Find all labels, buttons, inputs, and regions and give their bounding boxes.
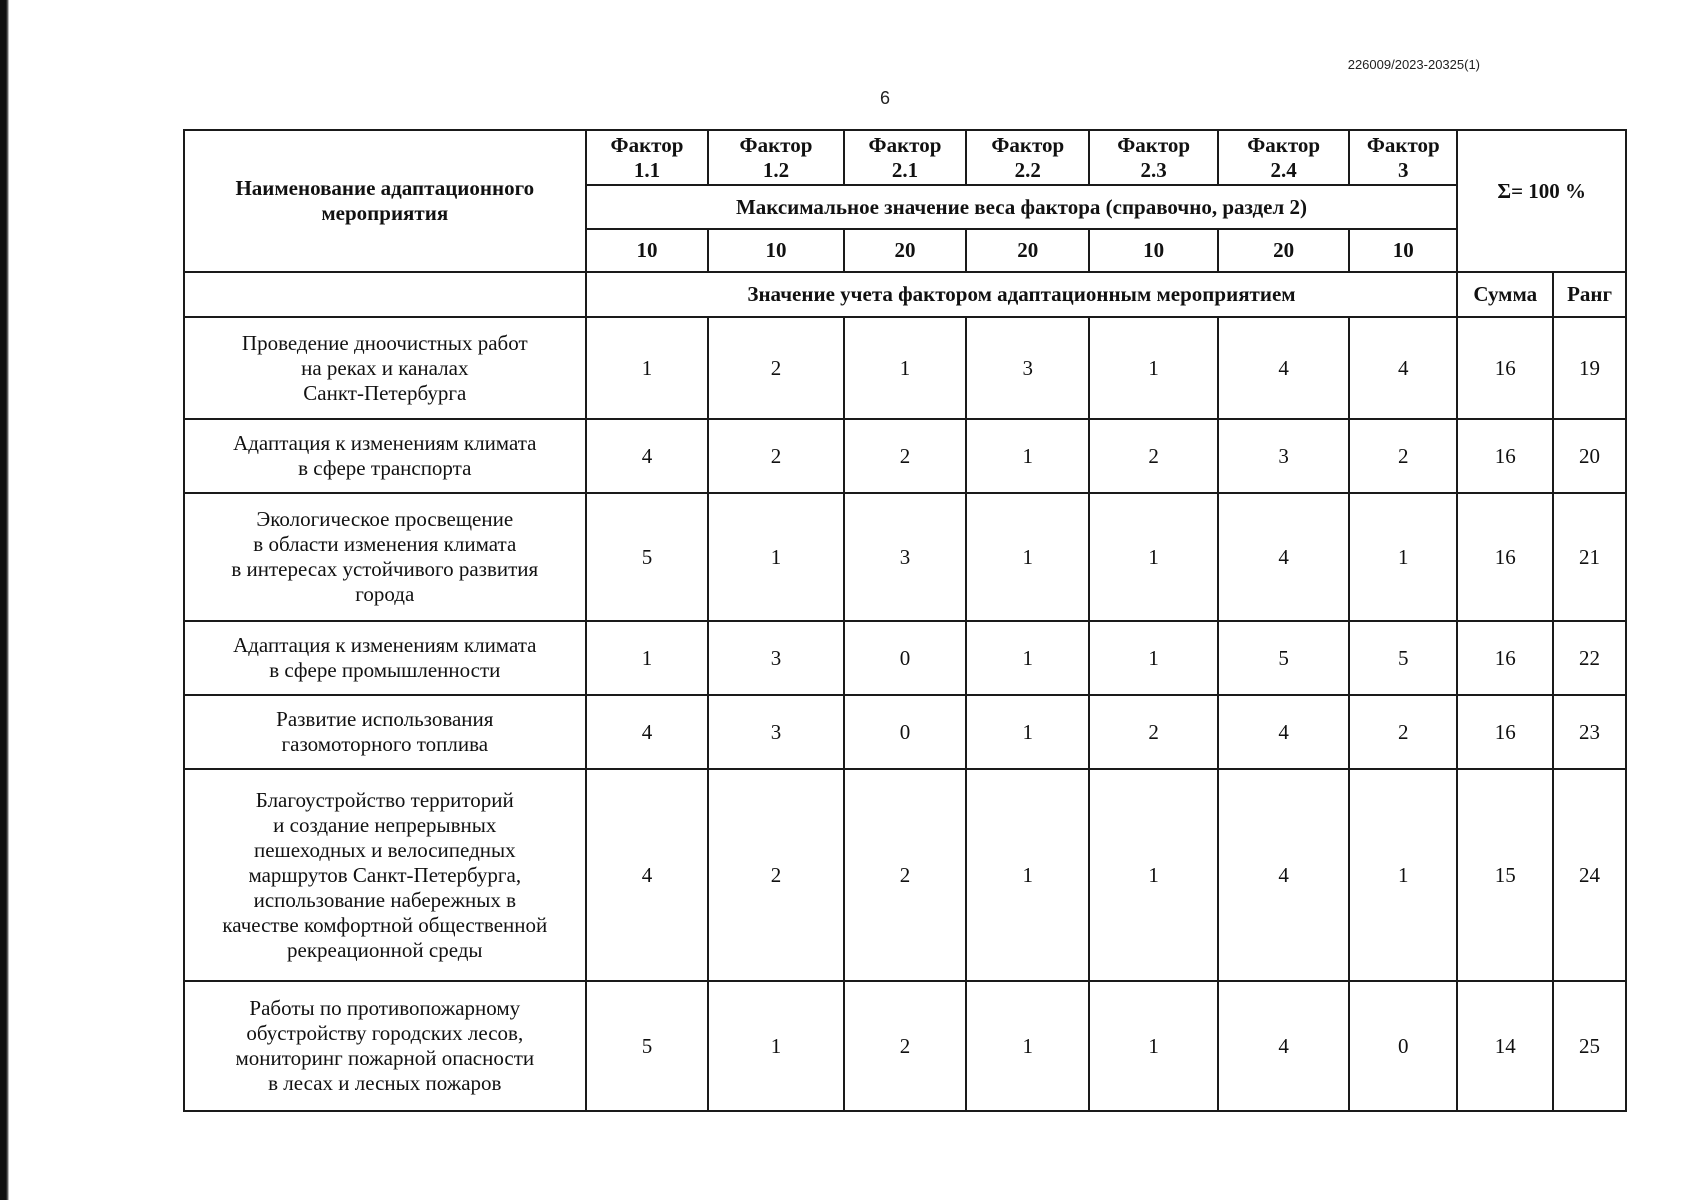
factor-value: 2 bbox=[1089, 695, 1218, 769]
table-row bbox=[184, 621, 1626, 695]
factor-value: 1 bbox=[966, 419, 1089, 493]
factor-value: 4 bbox=[1218, 493, 1349, 621]
activity-name: Адаптация к изменениям климата в сфере промышленности bbox=[184, 621, 586, 695]
factor-value: 3 bbox=[708, 695, 843, 769]
factors-table bbox=[183, 129, 1627, 1112]
weight-cell: 20 bbox=[966, 229, 1089, 272]
factor-value: 4 bbox=[1218, 981, 1349, 1111]
factor-header: Фактор 2.1 bbox=[844, 130, 967, 185]
factor-value: 1 bbox=[966, 769, 1089, 981]
factor-header: Фактор 2.4 bbox=[1218, 130, 1349, 185]
factor-value: 1 bbox=[586, 621, 709, 695]
factor-value: 4 bbox=[586, 769, 709, 981]
factor-value: 3 bbox=[844, 493, 967, 621]
factor-value: 1 bbox=[708, 981, 843, 1111]
factor-value: 2 bbox=[1349, 695, 1457, 769]
factor-value: 1 bbox=[1349, 769, 1457, 981]
rank-value: 25 bbox=[1553, 981, 1626, 1111]
factor-value: 2 bbox=[844, 769, 967, 981]
sum-value: 16 bbox=[1457, 317, 1553, 419]
factor-value: 0 bbox=[1349, 981, 1457, 1111]
sum-value: 14 bbox=[1457, 981, 1553, 1111]
factor-value: 2 bbox=[708, 419, 843, 493]
sum-value: 15 bbox=[1457, 769, 1553, 981]
table-row bbox=[184, 695, 1626, 769]
factor-value: 2 bbox=[1349, 419, 1457, 493]
table-row bbox=[184, 317, 1626, 419]
activity-name: Проведение дноочистных работ на реках и каналах Санкт-Петербурга bbox=[184, 317, 586, 419]
sum-value: 16 bbox=[1457, 621, 1553, 695]
factor-value: 1 bbox=[708, 493, 843, 621]
factor-value: 2 bbox=[844, 981, 967, 1111]
rank-value: 21 bbox=[1553, 493, 1626, 621]
factor-header: Фактор 1.1 bbox=[586, 130, 709, 185]
weight-cell: 20 bbox=[1218, 229, 1349, 272]
page-number: 6 bbox=[879, 88, 890, 108]
factor-value: 2 bbox=[844, 419, 967, 493]
factor-value: 1 bbox=[966, 621, 1089, 695]
factor-value: 1 bbox=[586, 317, 709, 419]
factor-value: 4 bbox=[586, 695, 709, 769]
rank-value: 24 bbox=[1553, 769, 1626, 981]
factor-value: 3 bbox=[966, 317, 1089, 419]
factor-value: 1 bbox=[1089, 317, 1218, 419]
factor-value: 1 bbox=[844, 317, 967, 419]
factor-value: 4 bbox=[586, 419, 709, 493]
accounting-header: Значение учета фактором адаптационным мероприятием bbox=[586, 272, 1458, 317]
rank-value: 22 bbox=[1553, 621, 1626, 695]
document-id: 226009/2023-20325(1) bbox=[1347, 57, 1480, 72]
rank-value: 23 bbox=[1553, 695, 1626, 769]
factor-header: Фактор 1.2 bbox=[708, 130, 843, 185]
factor-value: 4 bbox=[1218, 769, 1349, 981]
sigma-header: Σ= 100 % bbox=[1457, 130, 1626, 272]
rank-value: 20 bbox=[1553, 419, 1626, 493]
factor-value: 5 bbox=[586, 493, 709, 621]
activity-name: Развитие использования газомоторного топлива bbox=[184, 695, 586, 769]
weight-cell: 20 bbox=[844, 229, 967, 272]
activity-name: Благоустройство территорий и создание непрерывных пешеходных и велосипедных маршрутов Санкт-Петербурга, использование набережных в качестве комфортной общественной рекреационной среды bbox=[184, 769, 586, 981]
factor-value: 1 bbox=[1089, 981, 1218, 1111]
factor-header: Фактор 3 bbox=[1349, 130, 1457, 185]
factor-value: 1 bbox=[966, 493, 1089, 621]
factor-value: 3 bbox=[708, 621, 843, 695]
activity-name: Работы по противопожарному обустройству городских лесов, мониторинг пожарной опасности в лесах и лесных пожаров bbox=[184, 981, 586, 1111]
weight-cell: 10 bbox=[586, 229, 709, 272]
empty-cell bbox=[184, 272, 586, 317]
factor-value: 2 bbox=[708, 317, 843, 419]
scan-edge bbox=[0, 0, 9, 1200]
activity-name-header: Наименование адаптационного мероприятия bbox=[184, 130, 586, 272]
factor-value: 1 bbox=[1089, 493, 1218, 621]
factor-header: Фактор 2.2 bbox=[966, 130, 1089, 185]
factor-value: 5 bbox=[1349, 621, 1457, 695]
sum-value: 16 bbox=[1457, 493, 1553, 621]
factor-value: 5 bbox=[1218, 621, 1349, 695]
factor-value: 5 bbox=[586, 981, 709, 1111]
factor-value: 3 bbox=[1218, 419, 1349, 493]
factor-value: 2 bbox=[1089, 419, 1218, 493]
table-row bbox=[184, 419, 1626, 493]
factor-value: 1 bbox=[966, 981, 1089, 1111]
weight-cell: 10 bbox=[1349, 229, 1457, 272]
table-row bbox=[184, 981, 1626, 1111]
factor-header: Фактор 2.3 bbox=[1089, 130, 1218, 185]
rank-header: Ранг bbox=[1553, 272, 1626, 317]
factor-value: 4 bbox=[1218, 317, 1349, 419]
factor-value: 2 bbox=[708, 769, 843, 981]
weight-cell: 10 bbox=[1089, 229, 1218, 272]
factor-value: 4 bbox=[1218, 695, 1349, 769]
table-row bbox=[184, 493, 1626, 621]
factor-value: 4 bbox=[1349, 317, 1457, 419]
weight-cell: 10 bbox=[708, 229, 843, 272]
table-row bbox=[184, 769, 1626, 981]
rank-value: 19 bbox=[1553, 317, 1626, 419]
factor-value: 1 bbox=[966, 695, 1089, 769]
max-weight-header: Максимальное значение веса фактора (справочно, раздел 2) bbox=[586, 185, 1458, 229]
sum-header: Сумма bbox=[1457, 272, 1553, 317]
factor-value: 1 bbox=[1089, 769, 1218, 981]
factor-value: 1 bbox=[1089, 621, 1218, 695]
factor-value: 1 bbox=[1349, 493, 1457, 621]
factor-value: 0 bbox=[844, 695, 967, 769]
sum-value: 16 bbox=[1457, 695, 1553, 769]
activity-name: Экологическое просвещение в области изменения климата в интересах устойчивого развития города bbox=[184, 493, 586, 621]
factor-value: 0 bbox=[844, 621, 967, 695]
sum-value: 16 bbox=[1457, 419, 1553, 493]
activity-name: Адаптация к изменениям климата в сфере транспорта bbox=[184, 419, 586, 493]
